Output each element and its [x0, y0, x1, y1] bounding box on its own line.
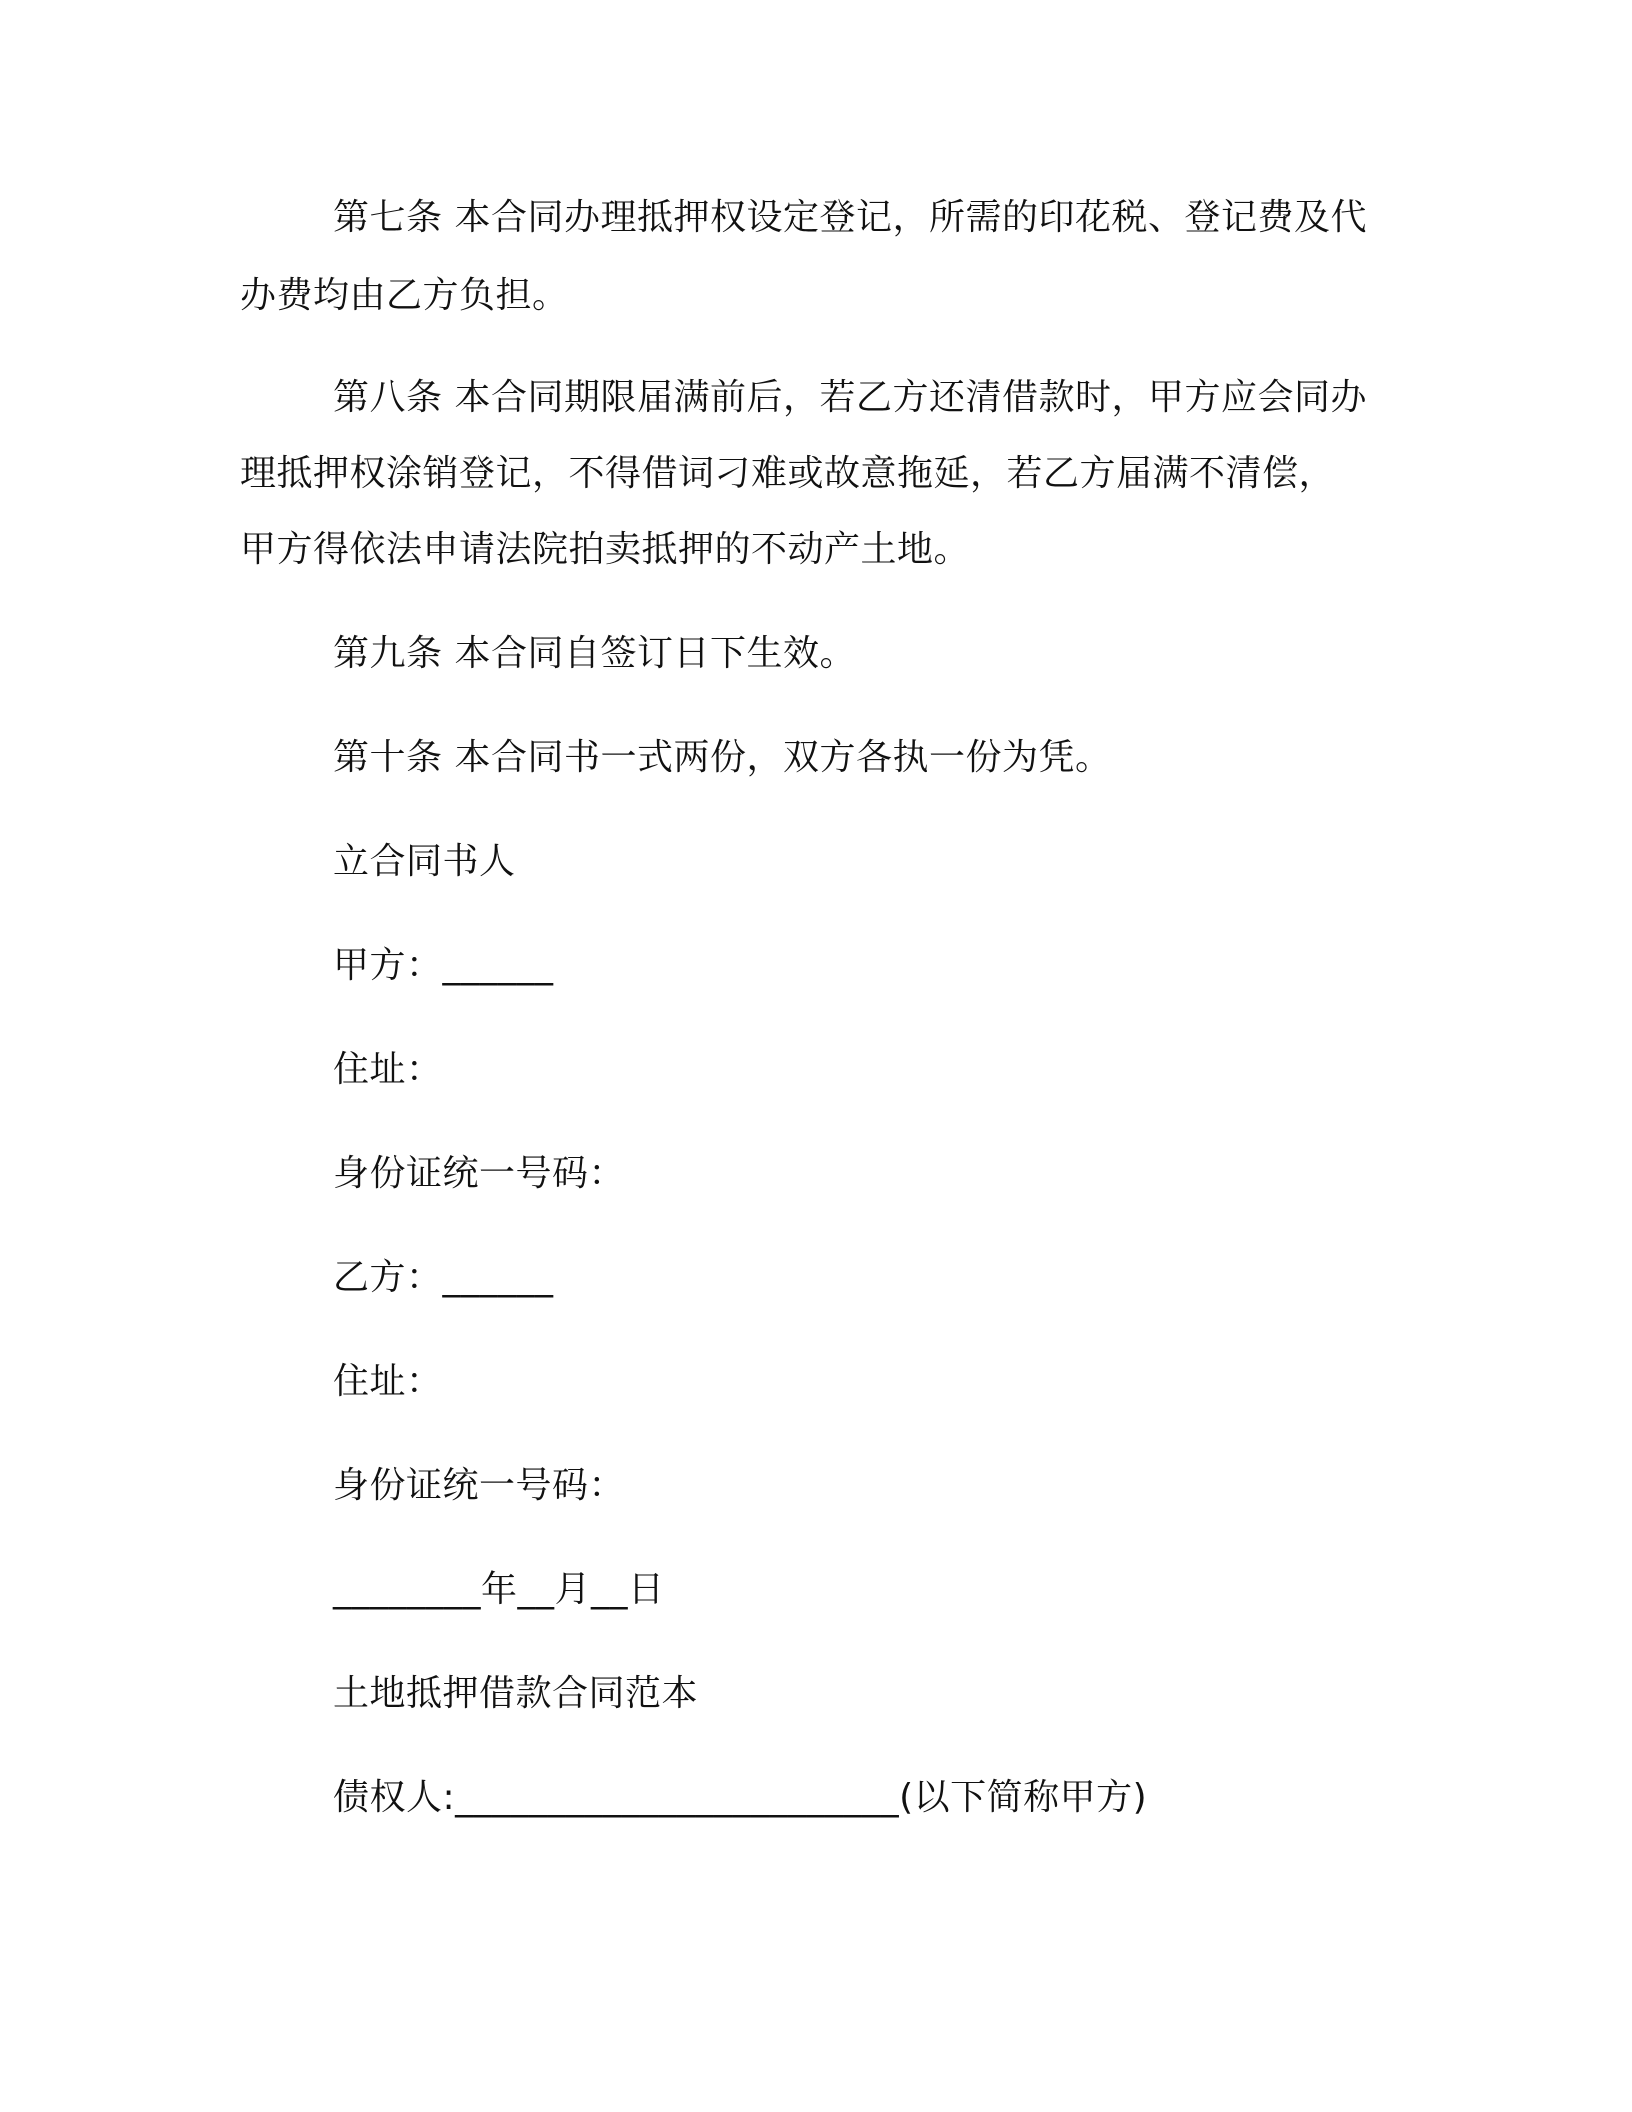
party-a-label: 甲方：______ — [333, 945, 554, 986]
party-b-label: 乙方：______ — [333, 1257, 554, 1298]
signatories-heading: 立合同书人 — [333, 841, 516, 882]
article-10: 第十条 本合同书一式两份，双方各执一份为凭。 — [333, 737, 1112, 778]
article-9: 第九条 本合同自签订日下生效。 — [333, 633, 856, 674]
party-a-id-number: 身份证统一号码： — [333, 1153, 626, 1194]
article-8-line-1: 第八条 本合同期限届满前后，若乙方还清借款时，甲方应会同办 — [333, 377, 1367, 418]
article-7-line-2: 办费均由乙方负担。 — [240, 275, 569, 316]
article-8-line-3: 甲方得依法申请法院拍卖抵押的不动产土地。 — [240, 529, 971, 570]
party-b-address: 住址： — [333, 1361, 443, 1402]
date-line: ________年__月__日 — [333, 1569, 665, 1610]
party-b-id-number: 身份证统一号码： — [333, 1465, 626, 1506]
article-8-line-2: 理抵押权涂销登记，不得借词刁难或故意拖延，若乙方届满不清偿， — [240, 453, 1336, 494]
party-a-address: 住址： — [333, 1049, 443, 1090]
creditor-line: 债权人:________________________(以下简称甲方) — [333, 1777, 1148, 1818]
article-7-line-1: 第七条 本合同办理抵押权设定登记，所需的印花税、登记费及代 — [333, 197, 1367, 238]
template-title: 土地抵押借款合同范本 — [333, 1673, 699, 1714]
